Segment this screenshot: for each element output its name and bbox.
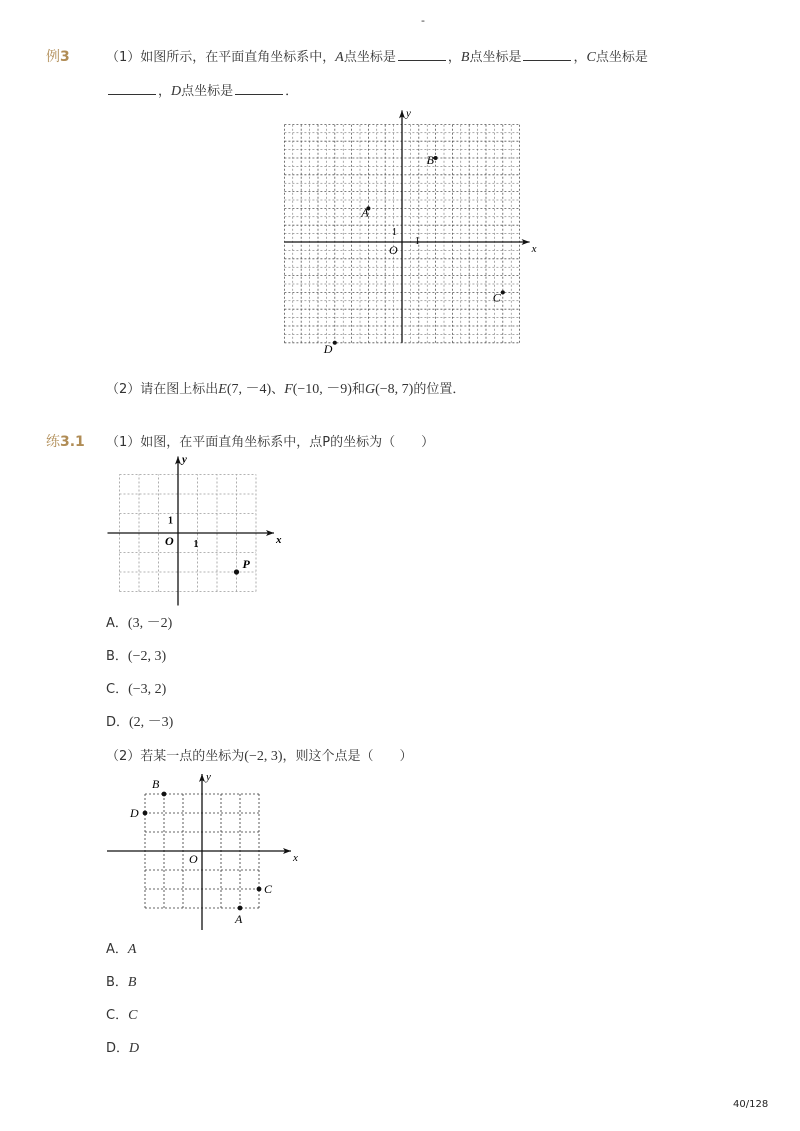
point-label-b: B [426, 153, 434, 167]
coord-is-text: 点坐标是 [181, 84, 234, 99]
coord-is-text: 点坐标是 [469, 50, 522, 65]
option-letter: B． [106, 649, 128, 664]
ex3-q2 [106, 378, 465, 398]
p31-q2-tail: ，则这个点是（ ） [282, 749, 413, 764]
var-B: B [460, 50, 470, 65]
option-1a[interactable] [106, 612, 172, 632]
unit-x-label: 1 [414, 236, 420, 247]
top-mark: - [421, 14, 425, 27]
ex3-q1-line2 [106, 80, 298, 100]
point-b [434, 156, 438, 160]
y-axis-label: y [182, 453, 187, 466]
point-a [238, 906, 243, 911]
point-p [234, 569, 239, 574]
var-G: G [365, 382, 376, 397]
page-number: 40/128 [733, 1099, 769, 1110]
var-E: E [218, 382, 227, 397]
point-label-d: D [130, 806, 139, 820]
x-axis-label: x [531, 243, 537, 255]
point-b [162, 792, 167, 797]
practice-label-prefix: 练 [46, 434, 60, 450]
answer-blank-C[interactable] [108, 82, 156, 95]
x-axis-label: x [276, 534, 282, 546]
practice-label-number: 3.1 [60, 434, 85, 450]
ex3-q1-intro: （1）如图所示，在平面直角坐标系中， [106, 50, 336, 65]
point-label-c: C [492, 290, 501, 305]
example-label-number: 3 [60, 49, 70, 65]
option-1c[interactable] [106, 678, 166, 698]
option-value: C [128, 1008, 138, 1023]
value-G: (−8, 7) [375, 382, 414, 397]
ex3-q1-line1 [106, 46, 648, 66]
p31-graph2 [100, 764, 300, 934]
ex3-q2-tail: 的位置． [413, 382, 466, 397]
option-letter: A． [106, 616, 128, 631]
value-F: (−10, －9) [292, 382, 352, 397]
and-text: 和 [351, 382, 365, 397]
coord-is-text: 点坐标是 [595, 50, 648, 65]
point-d [143, 811, 148, 816]
option-value: A [127, 942, 137, 957]
unit-y-label: 1 [168, 515, 173, 527]
option-value: (2, －3) [129, 715, 174, 730]
y-axis-label: y [206, 771, 211, 783]
option-value: D [129, 1041, 140, 1056]
answer-blank-D[interactable] [235, 82, 283, 95]
option-letter: D． [106, 715, 130, 730]
y-axis-label: y [406, 107, 411, 120]
p31-q2-intro: （2）若某一点的坐标为 [106, 749, 245, 764]
point-d [333, 341, 337, 345]
coord-is-text: 点坐标是 [343, 50, 396, 65]
var-C: C [586, 50, 596, 65]
point-label-c: C [264, 882, 273, 896]
var-D: D [171, 84, 182, 99]
answer-blank-A[interactable] [398, 48, 446, 61]
option-letter: D． [106, 1041, 130, 1056]
comma-text: ， [447, 50, 461, 65]
comma-text: ， [158, 84, 172, 99]
origin-label: O [189, 852, 198, 866]
comma-text: ， [573, 50, 587, 65]
option-2b[interactable] [106, 971, 136, 991]
option-letter: A． [106, 942, 128, 957]
origin-label: O [389, 243, 398, 257]
point-c [257, 887, 262, 892]
period-text: ． [285, 84, 299, 99]
point-label-b: B [152, 777, 160, 791]
option-2a[interactable] [106, 938, 136, 958]
ex3-coordinate-graph [280, 100, 540, 356]
separator: 、 [271, 382, 285, 397]
option-2c[interactable] [106, 1004, 137, 1024]
option-letter: B． [106, 975, 128, 990]
origin-label: O [165, 534, 174, 548]
point-c [501, 290, 505, 294]
option-value: (−3, 2) [128, 682, 167, 697]
p31-q1-text: （1）如图，在平面直角坐标系中，点P的坐标为（ ） [106, 435, 435, 450]
point-label-a: A [361, 205, 369, 220]
option-1d[interactable] [106, 711, 173, 731]
unit-x-label: 1 [193, 539, 199, 550]
option-2d[interactable] [106, 1037, 139, 1057]
var-A: A [335, 50, 344, 65]
example-label-prefix: 例 [46, 49, 60, 65]
practice-label [46, 431, 85, 451]
p31-graph1 [100, 450, 285, 608]
unit-y-label: 1 [392, 227, 397, 239]
option-value: B [127, 975, 137, 990]
value-E: (7, －4) [226, 382, 272, 397]
example-label [46, 46, 70, 66]
var-F: F [284, 382, 293, 397]
p31-q2-value: (−2, 3) [244, 749, 283, 764]
option-1b[interactable] [106, 645, 166, 665]
point-label-a: A [235, 912, 243, 926]
option-value: (−2, 3) [127, 649, 167, 664]
ex3-q2-intro: （2）请在图上标出 [106, 382, 219, 397]
x-axis-label: x [293, 852, 298, 864]
point-label-d: D [323, 341, 333, 356]
point-label-p: P [242, 557, 250, 571]
option-letter: C． [106, 1008, 129, 1023]
option-value: (3, －2) [127, 616, 173, 631]
answer-blank-B[interactable] [523, 48, 571, 61]
option-letter: C． [106, 682, 129, 697]
p31-q2-text [106, 745, 413, 765]
